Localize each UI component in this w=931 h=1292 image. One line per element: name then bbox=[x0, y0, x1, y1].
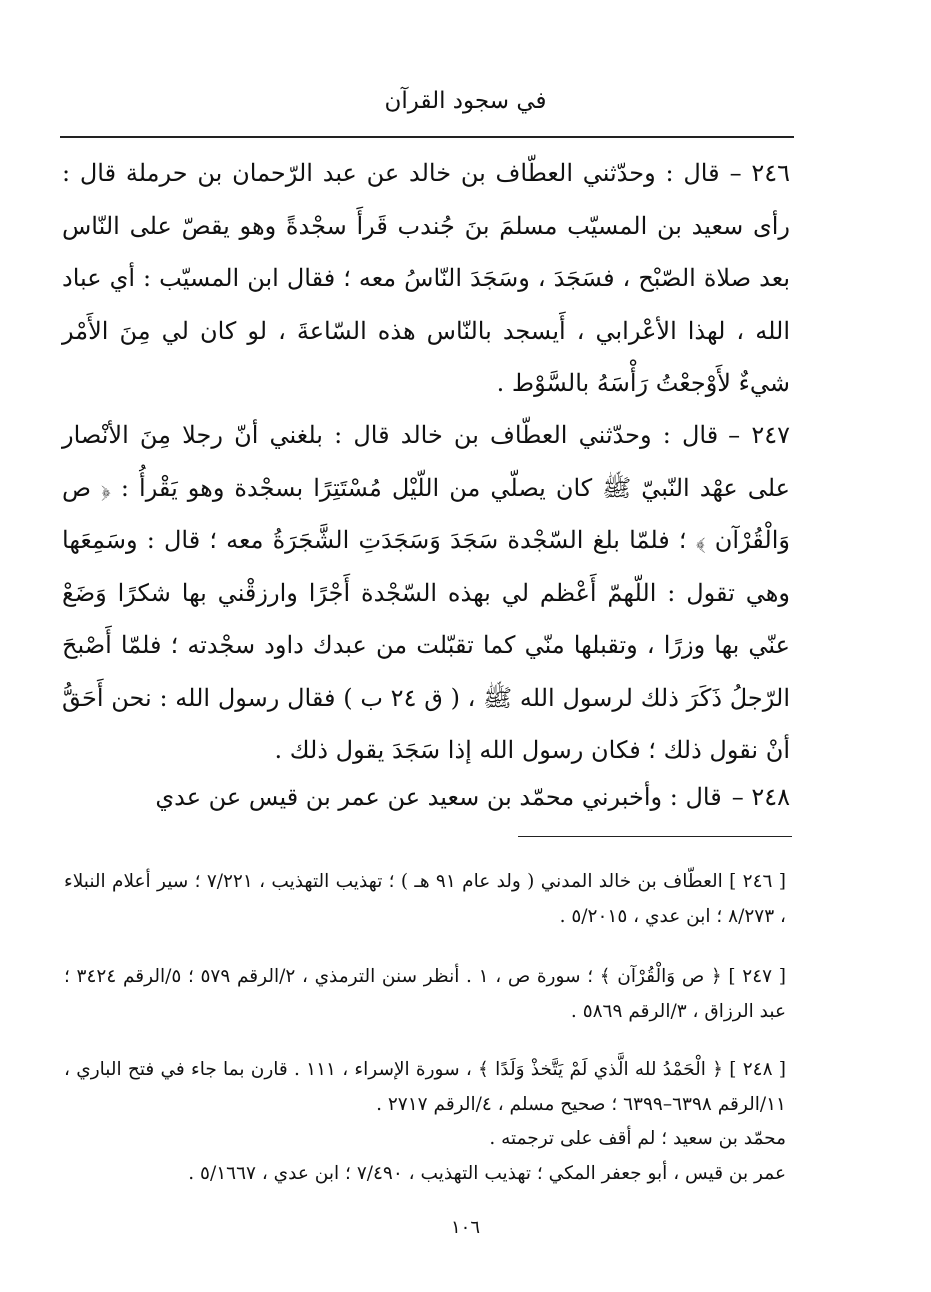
footnote-246 bbox=[64, 865, 786, 934]
paragraph-number: ٢٤٨ – bbox=[731, 783, 790, 811]
paragraph-text: قال : وحدّثني العطّاف بن خالد قال : بلغني أنّ رجلا مِنَ الأنْصار على عهْد النّبيّ ﷺ كان يصلّي من اللّيْل مُسْتَتِرًا بسجْدة وهو يَقْرأُ : ﴿ ص وَالْقُرْآن ﴾ ؛ فلمّا بلغ السّجْدة سَجَدَ وَسَجَدَتِ الشَّجَرَةُ معه ؛ قال : وسَمِعَها وهي تقول : اللّهمّ أَعْظم لي بهذه السّجْدة أَجْرًا وارزقْني بها شكرًا وَضَعْ عنّي بها وزرًا ، وتقبلها منّي كما تقبّلت من عبدك داود سجْدته ؛ فلمّا أَصْبحَ الرّجلُ ذَكَرَ ذلك لرسول الله ﷺ ، ( ق ٢٤ ب ) فقال رسول الله : نحن أَحَقُّ أنْ نقول ذلك ؛ فكان رسول الله إذا سَجَدَ يقول ذلك . bbox=[62, 421, 790, 764]
paragraph-246 bbox=[62, 147, 790, 410]
footnote-line: [ ٢٤٨ ] ﴿ الْحَمْدُ لله الَّذي لَمْ يَتَّخذْ وَلَدًا ﴾ ، سورة الإسراء ، ١١١ . قارن بما جاء في فتح الباري ، ١١/الرقم ٦٣٩٨–٦٣٩٩ ؛ صحيح مسلم ، ٤/الرقم ٢٧١٧ . bbox=[64, 1059, 786, 1115]
paragraph-text: قال : وحدّثني العطّاف بن خالد عن عبد الرّحمان بن حرملة قال : رأى سعيد بن المسيّب مسلمَ بنَ جُندب قَرأَ سجْدةً وهو يقصّ على النّاس بعد صلاة الصّبْح ، فسَجَدَ ، وسَجَدَ النّاسُ معه ؛ فقال ابن المسيّب : أي عباد الله ، لهذا الأعْرابي ، أَيسجد بالنّاس هذه السّاعةَ ، لو كان لي مِنَ الأَمْر شيءٌ لأَوْجعْتُ رَأْسَهُ بالسَّوْط . bbox=[62, 159, 790, 397]
footnote-248 bbox=[64, 1053, 786, 1191]
paragraph-number: ٢٤٧ – bbox=[728, 421, 790, 449]
footnote-line: [ ٢٤٧ ] ﴿ ص وَالْقُرْآن ﴾ ؛ سورة ص ، ١ . أنظر سنن الترمذي ، ٢/الرقم ٥٧٩ ؛ ٥/الرقم ٣٤٢٤ ؛ عبد الرزاق ، ٣/الرقم ٥٨٦٩ . bbox=[64, 966, 786, 1022]
page-number: ١٠٦ bbox=[450, 1217, 480, 1238]
footnote-line: محمّد بن سعيد ؛ لم أقف على ترجمته . bbox=[489, 1128, 786, 1149]
footnote-line: عمر بن قيس ، أبو جعفر المكي ؛ تهذيب التهذيب ، ٧/٤٩٠ ؛ ابن عدي ، ٥/١٦٦٧ . bbox=[188, 1162, 786, 1184]
paragraph-247 bbox=[62, 409, 790, 777]
header-rule bbox=[60, 136, 794, 138]
paragraph-number: ٢٤٦ – bbox=[729, 159, 791, 187]
paragraph-text: قال : وأخبرني محمّد بن سعيد عن عمر بن قيس عن عدي bbox=[155, 783, 722, 811]
footnote-line: [ ٢٤٦ ] العطّاف بن خالد المدني ( ولد عام ٩١ هـ ) ؛ تهذيب التهذيب ، ٧/٢٢١ ؛ سير أعلام النبلاء ، ٨/٢٧٣ ؛ ابن عدي ، ٥/٢٠١٥ . bbox=[64, 871, 786, 927]
footnote-separator bbox=[518, 836, 792, 837]
running-title: في سجود القرآن bbox=[384, 88, 547, 114]
paragraph-248 bbox=[62, 771, 790, 824]
footnote-247 bbox=[64, 960, 786, 1029]
